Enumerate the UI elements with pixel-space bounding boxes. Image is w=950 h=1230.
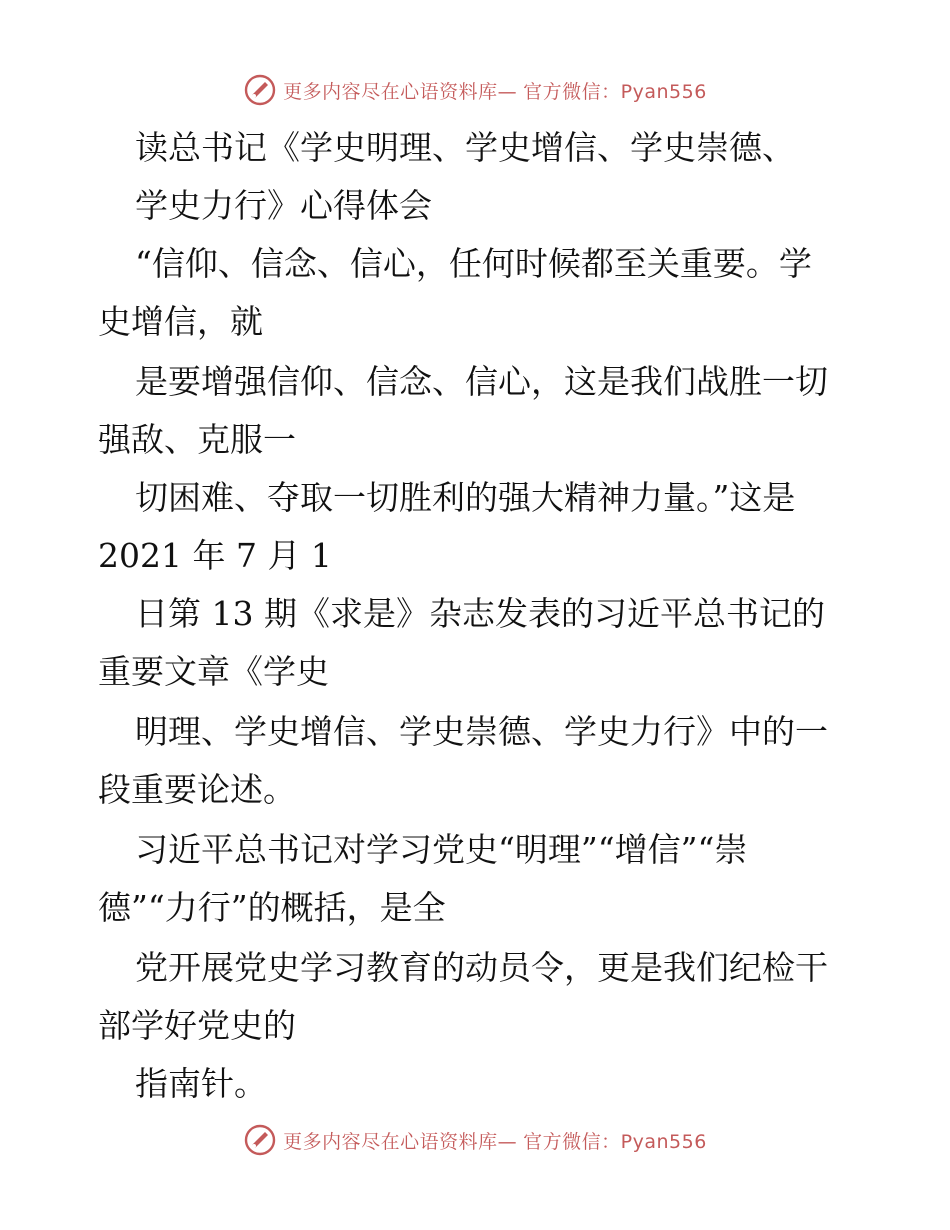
body-line: 德”“力行”的概括，是全: [98, 888, 446, 927]
body-line: 指南针。: [135, 1064, 267, 1103]
watermark-site-text: 更多内容尽在心语资料库—: [283, 80, 518, 103]
body-line: 段重要论述。: [98, 770, 296, 809]
body-line: 读总书记《学史明理、学史增信、学史崇德、: [135, 128, 795, 167]
body-line: 部学好党史的: [98, 1006, 296, 1045]
body-line: 习近平总书记对学习党史“明理”“增信”“崇: [135, 830, 748, 869]
footer-watermark: [0, 1120, 950, 1160]
body-line: 史增信，就: [98, 302, 263, 341]
body-line: 明理、学史增信、学史崇德、学史力行》中的一: [135, 712, 828, 751]
body-line: 强敌、克服一: [98, 420, 296, 459]
body-line: 是要增强信仰、信念、信心，这是我们战胜一切: [135, 362, 828, 401]
body-line: 日第 13 期《求是》杂志发表的习近平总书记的: [135, 594, 825, 633]
body-line: 党开展党史学习教育的动员令，更是我们纪检干: [135, 948, 828, 987]
watermark-site-text: 更多内容尽在心语资料库—: [283, 1130, 518, 1153]
body-line: “信仰、信念、信心，任何时候都至关重要。学: [135, 244, 812, 283]
body-line: 2021 年 7 月 1: [98, 536, 332, 575]
library-logo-icon: [243, 73, 277, 107]
body-line: 重要文章《学史: [98, 652, 329, 691]
body-line: 切困难、夺取一切胜利的强大精神力量。”这是: [135, 478, 796, 517]
watermark-wechat-text: 官方微信：Pyan556: [523, 1130, 707, 1153]
watermark-wechat-text: 官方微信：Pyan556: [523, 80, 707, 103]
body-line: 学史力行》心得体会: [135, 186, 432, 225]
library-logo-icon: [243, 1123, 277, 1157]
header-watermark: [0, 70, 950, 110]
